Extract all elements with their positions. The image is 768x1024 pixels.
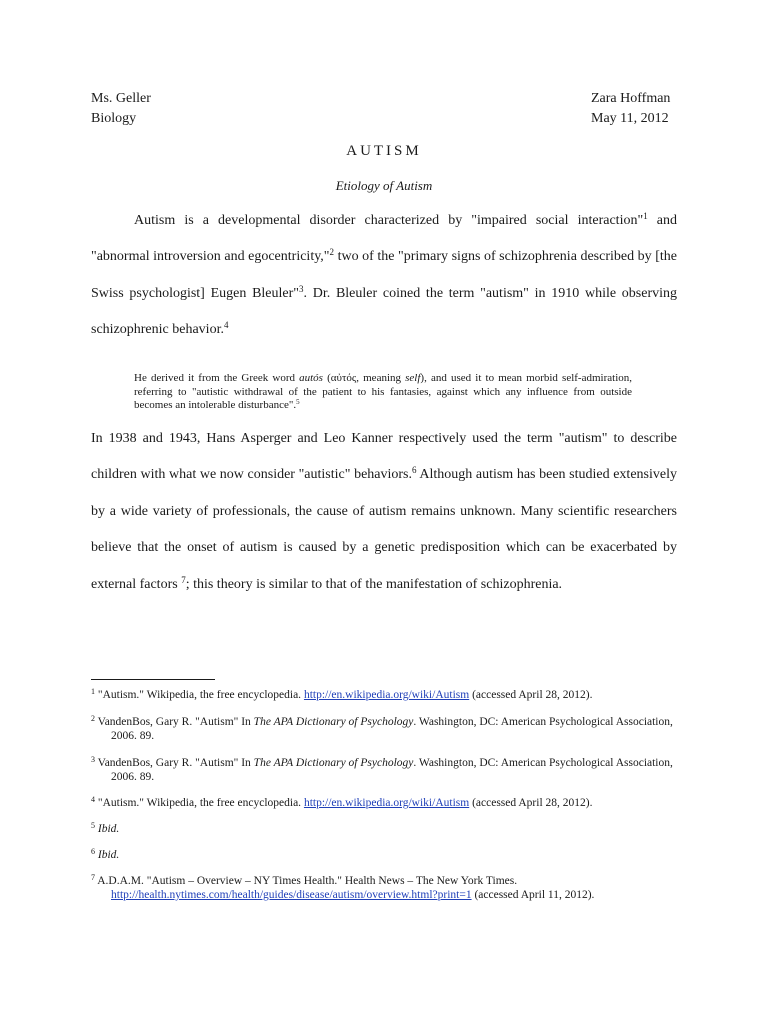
subject-name: Biology — [91, 111, 137, 126]
paragraph-text: and "abnormal introversion and egocentricity," — [91, 213, 677, 265]
footnote-ref[interactable]: 2 — [329, 247, 335, 258]
footnote-ref[interactable]: 7 — [181, 574, 186, 585]
header-left — [91, 89, 151, 129]
footnote-ibid: Ibid. — [97, 823, 120, 835]
paragraph-history — [91, 421, 677, 603]
footnote-text: "Autism." Wikipedia, the free encyclopedia. — [95, 797, 304, 809]
footnote-number: 4 — [91, 795, 95, 804]
footnote-6 — [91, 848, 701, 862]
footnote-3 — [91, 756, 701, 784]
block-quote — [134, 372, 632, 413]
footnote-book-title: The APA Dictionary of Psychology — [253, 757, 414, 769]
footnote-ref[interactable]: 6 — [412, 465, 417, 476]
teacher-name: Ms. Geller — [91, 91, 151, 106]
footnote-2 — [91, 715, 701, 743]
footnote-1 — [91, 688, 701, 702]
paragraph-text: In 1938 and 1943, Hans Asperger and Leo Kanner respectively used the term "autism" to describe children with what we now consider "autistic" behaviors. — [91, 431, 677, 483]
quote-text: ), and used it to mean morbid self-admiration, referring to "autistic withdrawal of the patient to his fantasies, against which any influence from outside becomes an intolerable disturbance". — [134, 372, 632, 411]
footnote-number: 1 — [91, 687, 95, 696]
quote-text: (αὐτός, meaning — [322, 372, 406, 384]
footnote-7 — [91, 874, 701, 902]
author-name: Zara Hoffman — [591, 91, 671, 106]
quote-text: He derived it from the Greek word — [134, 372, 300, 384]
footnote-text: . Washington, DC: American Psychological Association, 2006. 89. — [111, 757, 673, 783]
footnote-4 — [91, 796, 701, 810]
quote-italic: self — [405, 372, 421, 384]
footnote-text: (accessed April 28, 2012). — [469, 689, 593, 701]
footnote-separator — [91, 679, 215, 680]
footnote-link[interactable]: http://en.wikipedia.org/wiki/Autism — [303, 689, 470, 701]
quote-italic: autós — [299, 372, 323, 384]
header-right — [591, 89, 670, 129]
footnote-number: 3 — [91, 755, 95, 764]
footnote-text: "Autism." Wikipedia, the free encyclopedia. — [95, 689, 304, 701]
footnote-ref[interactable]: 3 — [299, 283, 304, 294]
footnote-ref[interactable]: 5 — [296, 398, 300, 406]
footnote-link[interactable]: http://en.wikipedia.org/wiki/Autism — [303, 797, 470, 809]
paragraph-text: Although autism has been studied extensively by a wide variety of professionals, the cause of autism remains unknown. Many scientific researchers believe that the onset of autism is caused by a genetic predisposition which can be exacerbated by external factors — [91, 467, 677, 592]
paragraph-text: Autism is a developmental disorder characterized by "impaired social interaction" — [134, 213, 644, 228]
footnote-text: (accessed April 11, 2012). — [471, 889, 595, 901]
paragraph-text: . Dr. Bleuler coined the term "autism" in 1910 while observing schizophrenic behavior. — [91, 285, 677, 338]
document-title: AUTISM — [346, 143, 422, 159]
footnote-number: 2 — [91, 714, 95, 723]
footnote-text: . Washington, DC: American Psychological Association, 2006. 89. — [111, 716, 673, 742]
footnote-number: 7 — [91, 873, 95, 882]
footnote-text: VandenBos, Gary R. "Autism" In — [95, 757, 254, 769]
paragraph-text: two of the "primary signs of schizophrenia described by [the Swiss psychologist] Eugen Bleuler" — [91, 249, 677, 301]
footnote-link[interactable]: http://health.nytimes.com/health/guides/disease/autism/overview.html?print=1 — [111, 889, 472, 901]
footnote-text: (accessed April 28, 2012). — [469, 797, 593, 809]
footnote-text: A.D.A.M. "Autism – Overview – NY Times Health." Health News – The New York Times. — [95, 875, 518, 887]
paragraph-intro — [91, 203, 677, 349]
footnote-text: VandenBos, Gary R. "Autism" In — [95, 716, 254, 728]
footnote-ibid: Ibid. — [97, 849, 120, 861]
footnote-number: 6 — [91, 847, 95, 856]
paragraph-text: ; this theory is similar to that of the manifestation of schizophrenia. — [185, 576, 563, 592]
document-date: May 11, 2012 — [591, 111, 669, 126]
footnote-5 — [91, 822, 701, 836]
footnote-ref[interactable]: 4 — [223, 320, 229, 331]
footnote-ref[interactable]: 1 — [643, 211, 648, 221]
footnote-book-title: The APA Dictionary of Psychology — [253, 716, 414, 728]
footnote-number: 5 — [91, 821, 95, 830]
document-subtitle: Etiology of Autism — [335, 178, 433, 193]
